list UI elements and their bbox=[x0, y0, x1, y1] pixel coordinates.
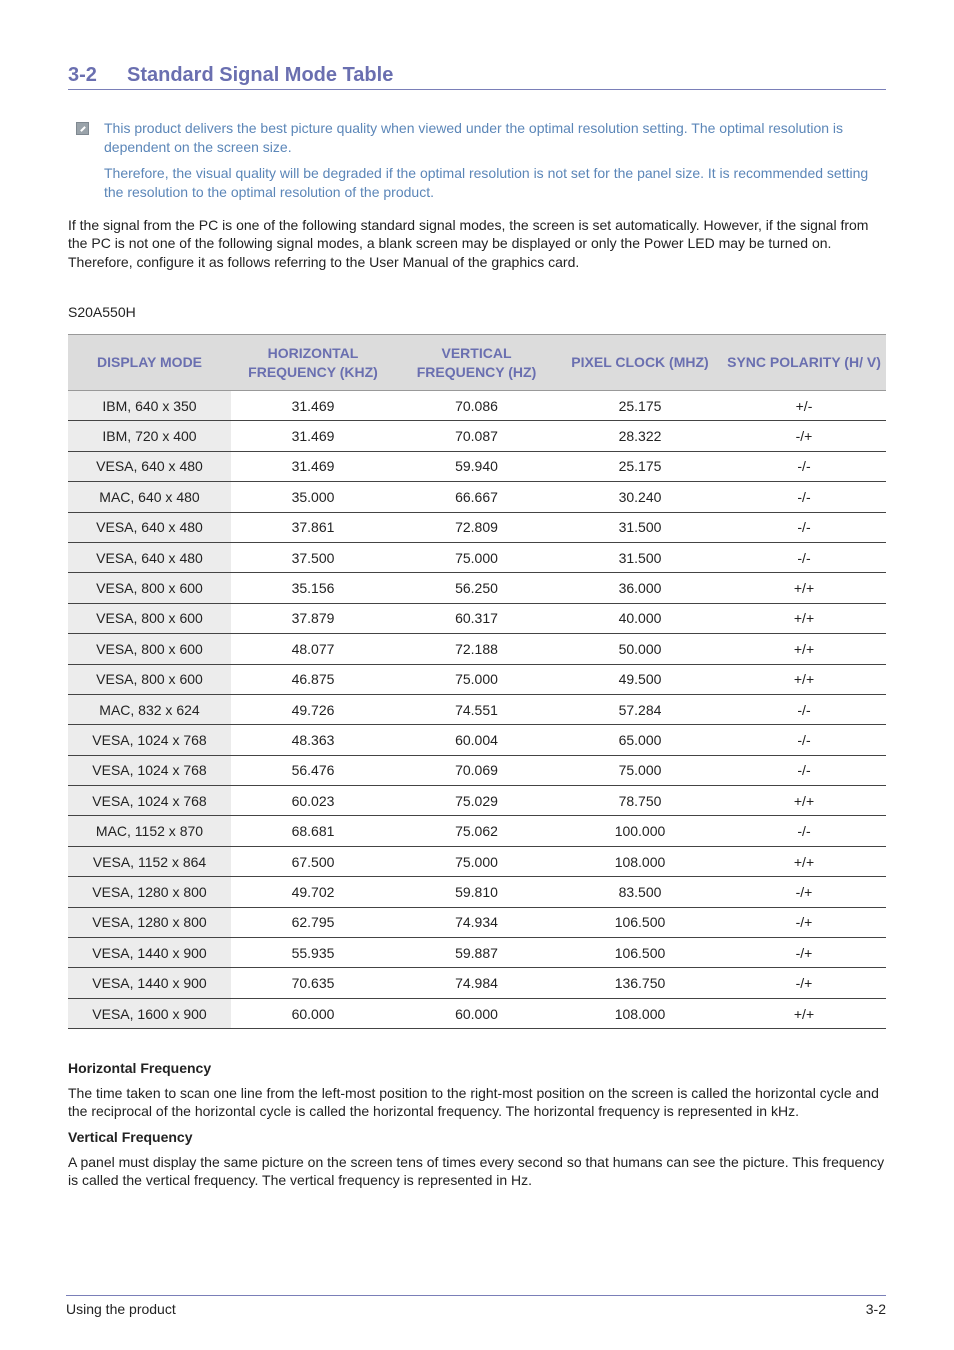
display-mode-cell: VESA, 1024 x 768 bbox=[68, 755, 231, 785]
intro-paragraph: If the signal from the PC is one of the following standard signal modes, the screen is set automatically. However, if the signal from the PC is not one of the following signal modes, a blank screen may be displayed or only the Power LED may be turned on. Therefore, configure it as follows referring to the User Manual of the graphics card. bbox=[68, 217, 869, 270]
pixel-clock-cell: 57.284 bbox=[558, 694, 722, 724]
display-mode-cell: VESA, 1600 x 900 bbox=[68, 998, 231, 1028]
note-text-1: This product delivers the best picture quality when viewed under the optimal resolution setting. The optimal resolution is dependent on the screen size. bbox=[104, 120, 844, 155]
pixel-clock-cell: 83.500 bbox=[558, 877, 722, 907]
table-row bbox=[68, 391, 886, 421]
pixel-clock-cell: 136.750 bbox=[558, 968, 722, 998]
display-mode-cell: VESA, 1440 x 900 bbox=[68, 938, 231, 968]
display-mode-cell: VESA, 640 x 480 bbox=[68, 512, 231, 542]
sync-polarity-cell: -/+ bbox=[722, 877, 886, 907]
horizontal-frequency-text: The time taken to scan one line from the left-most position to the right-most position on the screen is called the horizontal cycle and the reciprocal of the horizontal cycle is called the horizontal frequency. The horizontal frequency is represented in kHz. bbox=[68, 1085, 879, 1119]
table-row bbox=[68, 634, 886, 664]
table-header-row bbox=[68, 335, 886, 391]
table-row bbox=[68, 998, 886, 1028]
vertical-frequency-text: A panel must display the same picture on the screen tens of times every second so that humans can see the picture. This frequency is called the vertical frequency. The vertical frequency is represented in Hz. bbox=[68, 1154, 885, 1188]
display-mode-cell: IBM, 720 x 400 bbox=[68, 421, 231, 451]
vertical-frequency-cell: 59.887 bbox=[395, 938, 558, 968]
sync-polarity-cell: +/+ bbox=[722, 634, 886, 664]
section-heading bbox=[68, 62, 886, 90]
vertical-frequency-cell: 75.029 bbox=[395, 786, 558, 816]
sync-polarity-cell: -/- bbox=[722, 694, 886, 724]
display-mode-cell: VESA, 1024 x 768 bbox=[68, 786, 231, 816]
sync-polarity-cell: +/+ bbox=[722, 786, 886, 816]
note-pencil-icon bbox=[76, 122, 89, 135]
table-row bbox=[68, 725, 886, 755]
table-row bbox=[68, 664, 886, 694]
pixel-clock-cell: 49.500 bbox=[558, 664, 722, 694]
pixel-clock-cell: 50.000 bbox=[558, 634, 722, 664]
horizontal-frequency-cell: 31.469 bbox=[231, 421, 395, 451]
horizontal-frequency-cell: 49.702 bbox=[231, 877, 395, 907]
horizontal-frequency-cell: 37.861 bbox=[231, 512, 395, 542]
pixel-clock-cell: 28.322 bbox=[558, 421, 722, 451]
horizontal-frequency-cell: 35.000 bbox=[231, 482, 395, 512]
vertical-frequency-cell: 60.000 bbox=[395, 998, 558, 1028]
sync-polarity-cell: +/+ bbox=[722, 603, 886, 633]
vertical-frequency-cell: 74.934 bbox=[395, 907, 558, 937]
pixel-clock-cell: 106.500 bbox=[558, 907, 722, 937]
header-sync-polarity: SYNC POLARITY (H/ V) bbox=[722, 335, 886, 391]
sync-polarity-cell: +/- bbox=[722, 391, 886, 421]
display-mode-cell: VESA, 1280 x 800 bbox=[68, 877, 231, 907]
horizontal-frequency-cell: 37.500 bbox=[231, 542, 395, 572]
pixel-clock-cell: 40.000 bbox=[558, 603, 722, 633]
display-mode-cell: VESA, 800 x 600 bbox=[68, 573, 231, 603]
sync-polarity-cell: -/+ bbox=[722, 907, 886, 937]
header-pixel-clock: PIXEL CLOCK (MHZ) bbox=[558, 335, 722, 391]
pixel-clock-cell: 65.000 bbox=[558, 725, 722, 755]
footer-chapter: Using the product bbox=[66, 1301, 176, 1317]
vertical-frequency-cell: 72.188 bbox=[395, 634, 558, 664]
vertical-frequency-cell: 75.000 bbox=[395, 846, 558, 876]
vertical-frequency-cell: 74.551 bbox=[395, 694, 558, 724]
horizontal-frequency-cell: 55.935 bbox=[231, 938, 395, 968]
sync-polarity-cell: -/- bbox=[722, 725, 886, 755]
table-row bbox=[68, 816, 886, 846]
table-row bbox=[68, 694, 886, 724]
signal-mode-table bbox=[68, 334, 886, 1029]
horizontal-frequency-cell: 31.469 bbox=[231, 391, 395, 421]
pixel-clock-cell: 36.000 bbox=[558, 573, 722, 603]
display-mode-cell: MAC, 640 x 480 bbox=[68, 482, 231, 512]
horizontal-frequency-cell: 60.023 bbox=[231, 786, 395, 816]
table-row bbox=[68, 482, 886, 512]
horizontal-frequency-cell: 70.635 bbox=[231, 968, 395, 998]
horizontal-frequency-cell: 48.077 bbox=[231, 634, 395, 664]
vertical-frequency-heading: Vertical Frequency bbox=[68, 1129, 193, 1145]
vertical-frequency-cell: 60.317 bbox=[395, 603, 558, 633]
sync-polarity-cell: -/+ bbox=[722, 968, 886, 998]
horizontal-frequency-cell: 31.469 bbox=[231, 451, 395, 481]
pixel-clock-cell: 100.000 bbox=[558, 816, 722, 846]
display-mode-cell: IBM, 640 x 350 bbox=[68, 391, 231, 421]
display-mode-cell: VESA, 640 x 480 bbox=[68, 451, 231, 481]
sync-polarity-cell: -/- bbox=[722, 451, 886, 481]
sync-polarity-cell: -/+ bbox=[722, 938, 886, 968]
table-row bbox=[68, 755, 886, 785]
table-row bbox=[68, 786, 886, 816]
sync-polarity-cell: +/+ bbox=[722, 846, 886, 876]
vertical-frequency-cell: 59.940 bbox=[395, 451, 558, 481]
pixel-clock-cell: 31.500 bbox=[558, 542, 722, 572]
section-title: Standard Signal Mode Table bbox=[127, 64, 394, 86]
table-row bbox=[68, 907, 886, 937]
sync-polarity-cell: -/- bbox=[722, 512, 886, 542]
vertical-frequency-cell: 70.069 bbox=[395, 755, 558, 785]
table-row bbox=[68, 512, 886, 542]
display-mode-cell: VESA, 640 x 480 bbox=[68, 542, 231, 572]
pixel-clock-cell: 78.750 bbox=[558, 786, 722, 816]
display-mode-cell: VESA, 1152 x 864 bbox=[68, 846, 231, 876]
footer-page-number: 3-2 bbox=[865, 1301, 886, 1317]
table-row bbox=[68, 846, 886, 876]
horizontal-frequency-cell: 37.879 bbox=[231, 603, 395, 633]
horizontal-frequency-cell: 67.500 bbox=[231, 846, 395, 876]
table-row bbox=[68, 542, 886, 572]
vertical-frequency-cell: 60.004 bbox=[395, 725, 558, 755]
table-row bbox=[68, 938, 886, 968]
sync-polarity-cell: -/+ bbox=[722, 421, 886, 451]
sync-polarity-cell: +/+ bbox=[722, 573, 886, 603]
display-mode-cell: VESA, 800 x 600 bbox=[68, 603, 231, 633]
display-mode-cell: VESA, 800 x 600 bbox=[68, 664, 231, 694]
vertical-frequency-cell: 75.000 bbox=[395, 542, 558, 572]
horizontal-frequency-cell: 49.726 bbox=[231, 694, 395, 724]
pixel-clock-cell: 108.000 bbox=[558, 846, 722, 876]
header-horizontal-frequency: HORIZONTAL FREQUENCY (KHZ) bbox=[231, 335, 395, 391]
vertical-frequency-cell: 70.087 bbox=[395, 421, 558, 451]
pixel-clock-cell: 25.175 bbox=[558, 451, 722, 481]
horizontal-frequency-cell: 48.363 bbox=[231, 725, 395, 755]
display-mode-cell: VESA, 1024 x 768 bbox=[68, 725, 231, 755]
display-mode-cell: MAC, 1152 x 870 bbox=[68, 816, 231, 846]
table-body bbox=[68, 391, 886, 1029]
horizontal-frequency-cell: 35.156 bbox=[231, 573, 395, 603]
vertical-frequency-cell: 72.809 bbox=[395, 512, 558, 542]
table-row bbox=[68, 603, 886, 633]
header-vertical-frequency: VERTICAL FREQUENCY (HZ) bbox=[395, 335, 558, 391]
note-text-2: Therefore, the visual quality will be degraded if the optimal resolution is not set for the panel size. It is recommended setting the resolution to the optimal resolution of the product. bbox=[104, 165, 869, 200]
pixel-clock-cell: 108.000 bbox=[558, 998, 722, 1028]
display-mode-cell: MAC, 832 x 624 bbox=[68, 694, 231, 724]
sync-polarity-cell: -/- bbox=[722, 816, 886, 846]
sync-polarity-cell: +/+ bbox=[722, 664, 886, 694]
horizontal-frequency-cell: 60.000 bbox=[231, 998, 395, 1028]
pixel-clock-cell: 31.500 bbox=[558, 512, 722, 542]
vertical-frequency-cell: 74.984 bbox=[395, 968, 558, 998]
vertical-frequency-cell: 75.062 bbox=[395, 816, 558, 846]
table-row bbox=[68, 451, 886, 481]
display-mode-cell: VESA, 800 x 600 bbox=[68, 634, 231, 664]
vertical-frequency-cell: 75.000 bbox=[395, 664, 558, 694]
horizontal-frequency-cell: 46.875 bbox=[231, 664, 395, 694]
table-row bbox=[68, 421, 886, 451]
table-row bbox=[68, 877, 886, 907]
sync-polarity-cell: -/- bbox=[722, 755, 886, 785]
sync-polarity-cell: -/- bbox=[722, 542, 886, 572]
footer-divider bbox=[66, 1295, 886, 1296]
horizontal-frequency-cell: 62.795 bbox=[231, 907, 395, 937]
sync-polarity-cell: -/- bbox=[722, 482, 886, 512]
pixel-clock-cell: 75.000 bbox=[558, 755, 722, 785]
vertical-frequency-cell: 59.810 bbox=[395, 877, 558, 907]
pixel-clock-cell: 30.240 bbox=[558, 482, 722, 512]
header-display-mode: DISPLAY MODE bbox=[68, 335, 231, 391]
table-row bbox=[68, 573, 886, 603]
display-mode-cell: VESA, 1440 x 900 bbox=[68, 968, 231, 998]
horizontal-frequency-cell: 68.681 bbox=[231, 816, 395, 846]
pixel-clock-cell: 106.500 bbox=[558, 938, 722, 968]
pixel-clock-cell: 25.175 bbox=[558, 391, 722, 421]
model-name: S20A550H bbox=[68, 304, 136, 320]
display-mode-cell: VESA, 1280 x 800 bbox=[68, 907, 231, 937]
vertical-frequency-cell: 56.250 bbox=[395, 573, 558, 603]
section-number: 3-2 bbox=[68, 64, 97, 86]
vertical-frequency-cell: 70.086 bbox=[395, 391, 558, 421]
table-row bbox=[68, 968, 886, 998]
horizontal-frequency-heading: Horizontal Frequency bbox=[68, 1060, 212, 1076]
horizontal-frequency-cell: 56.476 bbox=[231, 755, 395, 785]
sync-polarity-cell: +/+ bbox=[722, 998, 886, 1028]
vertical-frequency-cell: 66.667 bbox=[395, 482, 558, 512]
